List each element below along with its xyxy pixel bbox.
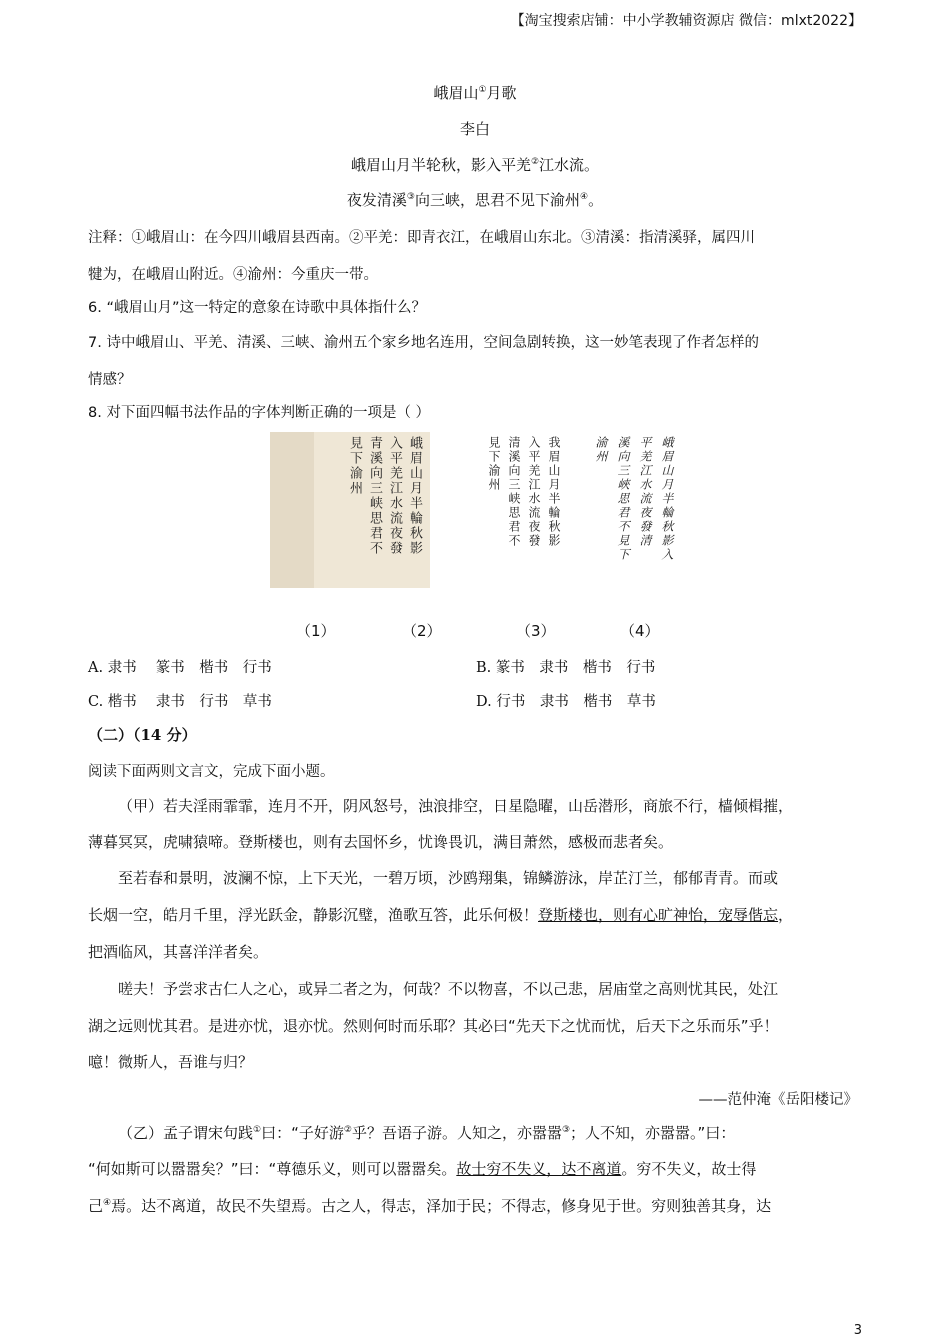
calligraphy-text-3	[590, 436, 678, 584]
calligraphy-column: 見下渝州	[487, 436, 501, 492]
poem-title-text: 月歌	[486, 84, 517, 102]
calligraphy-column: 我眉山月半輪秋影	[547, 436, 561, 548]
passage-text: 曰：“子好游	[261, 1124, 344, 1142]
passage-text: 乎？吾语子游。人知之，亦嚣嚣	[351, 1124, 562, 1142]
passage-text: ，	[778, 906, 794, 924]
question-8: 8. 对下面四幅书法作品的字体判断正确的一项是（ ）	[88, 405, 431, 421]
passage-text: ；人不知，亦嚣嚣。”曰：	[570, 1124, 736, 1142]
jia-para3-line2: 湖之远则忧其君。是进亦忧，退亦忧。然则何时而乐耶？其必曰“先天下之忧而忧，后天下之乐而乐”乎！	[88, 1017, 779, 1035]
notes-line: 犍为，在峨眉山附近。④渝州：今重庆一带。	[88, 267, 378, 283]
calligraphy-image-1	[270, 432, 430, 588]
calligraphy-column: 峨眉山月半輪秋影	[407, 436, 422, 556]
calligraphy-panel-shade	[270, 432, 314, 588]
calligraphy-column: 溪向三峽思君不見下	[616, 436, 630, 562]
yi-line3	[88, 1195, 771, 1216]
option-a: A. 隶书 篆书 楷书 行书	[88, 660, 272, 676]
footnote-mark: ②	[343, 1125, 352, 1135]
poem-text: 江水流。	[539, 156, 600, 174]
yi-line1	[118, 1122, 735, 1143]
calligraphy-column: 峨眉山月半輪秋影入	[660, 436, 674, 562]
image-label-4: （4）	[620, 622, 660, 640]
footnote-mark: ④	[580, 192, 589, 202]
footnote-mark: ①	[253, 1125, 262, 1135]
calligraphy-text-1	[344, 436, 424, 584]
question-7: 7. 诗中峨眉山、平羌、清溪、三峡、渝州五个家乡地名连用，空间急剧转换，这一妙笔表现了作者怎样的	[88, 335, 759, 351]
calligraphy-column: 青溪向三峡思君不	[367, 436, 382, 556]
image-label-2: （2）	[402, 622, 442, 640]
footnote-mark: ③	[561, 1125, 571, 1135]
question-6: 6. “峨眉山月”这一特定的意象在诗歌中具体指什么？	[88, 300, 426, 316]
poem-line-2	[0, 189, 950, 210]
passage-text: 长烟一空，皓月千里，浮光跃金，静影沉璧，渔歌互答，此乐何极！	[88, 906, 539, 924]
jia-para3-line1: 嗟夫！予尝求古仁人之心，或异二者之为，何哉？不以物喜，不以己悲，居庙堂之高则忧其民，处江	[118, 980, 779, 998]
passage-text: （乙）孟子谓宋句践	[118, 1124, 254, 1142]
calligraphy-column: 渝州	[594, 436, 608, 464]
passage-text: 。穷不失义，故士得	[621, 1160, 757, 1178]
jia-para2-line1: 至若春和景明，波澜不惊，上下天光，一碧万顷，沙鸥翔集，锦鳞游泳，岸芷汀兰，郁郁青青。而或	[118, 869, 779, 887]
option-c: C. 楷书 隶书 行书 草书	[88, 694, 272, 710]
passage-text: 焉。达不离道，故民不失望焉。古之人，得志，泽加于民；不得志，修身见于世。穷则独善其身，达	[111, 1197, 772, 1215]
image-label-3: （3）	[516, 622, 556, 640]
jia-para3-line3: 噫！微斯人，吾谁与归？	[88, 1053, 254, 1071]
jia-para2-line2	[88, 904, 793, 925]
poem-text: 峨眉山月半轮秋，影入平羌	[350, 156, 531, 174]
section-heading: （二）（14 分）	[88, 726, 197, 744]
option-b: B. 篆书 隶书 楷书 行书	[476, 660, 656, 676]
calligraphy-column: 入平羌江水流夜發	[527, 436, 541, 548]
poem-title-text: 峨眉山	[433, 84, 479, 102]
image-label-1: （1）	[296, 622, 336, 640]
calligraphy-column: 平羌江水流夜發清	[638, 436, 652, 548]
footnote-mark: ③	[406, 192, 415, 202]
yi-line2	[88, 1158, 756, 1179]
poem-text: 夜发清溪	[346, 191, 407, 209]
calligraphy-column: 入平羌江水流夜發	[387, 436, 402, 556]
footnote-mark: ②	[530, 157, 540, 167]
passage-text: 己	[88, 1197, 104, 1215]
underlined-sentence: 登斯楼也，则有心旷神怡，宠辱偕忘	[538, 906, 779, 924]
reading-instruction: 阅读下面两则文言文，完成下面小题。	[88, 764, 335, 780]
calligraphy-text-2	[484, 436, 564, 584]
calligraphy-column: 見下渝州	[347, 436, 362, 496]
question-7-cont: 情感？	[88, 372, 132, 388]
jia-para1-line2: 薄暮冥冥，虎啸猿啼。登斯楼也，则有去国怀乡，忧谗畏讥，满目萧然，感极而悲者矣。	[88, 833, 674, 851]
jia-para2-line3: 把酒临风，其喜洋洋者矣。	[88, 943, 269, 961]
poem-author: 李白	[459, 120, 490, 138]
jia-source: ——范仲淹《岳阳楼记》	[698, 1092, 858, 1108]
calligraphy-image-2	[474, 432, 566, 588]
calligraphy-column: 清溪向三峡思君不	[507, 436, 521, 548]
footnote-mark: ④	[103, 1198, 112, 1208]
calligraphy-image-3	[582, 432, 680, 588]
page-number: 3	[853, 1323, 862, 1338]
option-d: D. 行书 隶书 楷书 草书	[476, 694, 656, 710]
notes-line: 注释：①峨眉山：在今四川峨眉县西南。②平羌：即青衣江，在峨眉山东北。③清溪：指清溪驿，属四川	[88, 230, 755, 246]
poem-text: 向三峡，思君不见下渝州	[414, 191, 580, 209]
passage-text: “何如斯可以嚣嚣矣？”曰：“尊德乐义，则可以嚣嚣矣。	[88, 1160, 457, 1178]
poem-title	[0, 82, 950, 103]
footnote-mark: ①	[478, 85, 487, 95]
page-header: 【淘宝搜索店铺：中小学教辅资源店 微信：mlxt2022】	[510, 13, 862, 29]
underlined-sentence: 故士穷不失义，达不离道	[456, 1160, 622, 1178]
poem-line-1	[0, 154, 950, 175]
poem-text: 。	[588, 191, 604, 209]
jia-para1-line1: （甲）若夫淫雨霏霏，连月不开，阴风怒号，浊浪排空，日星隐曜，山岳潜形，商旅不行，樯倾楫摧，	[118, 797, 794, 815]
